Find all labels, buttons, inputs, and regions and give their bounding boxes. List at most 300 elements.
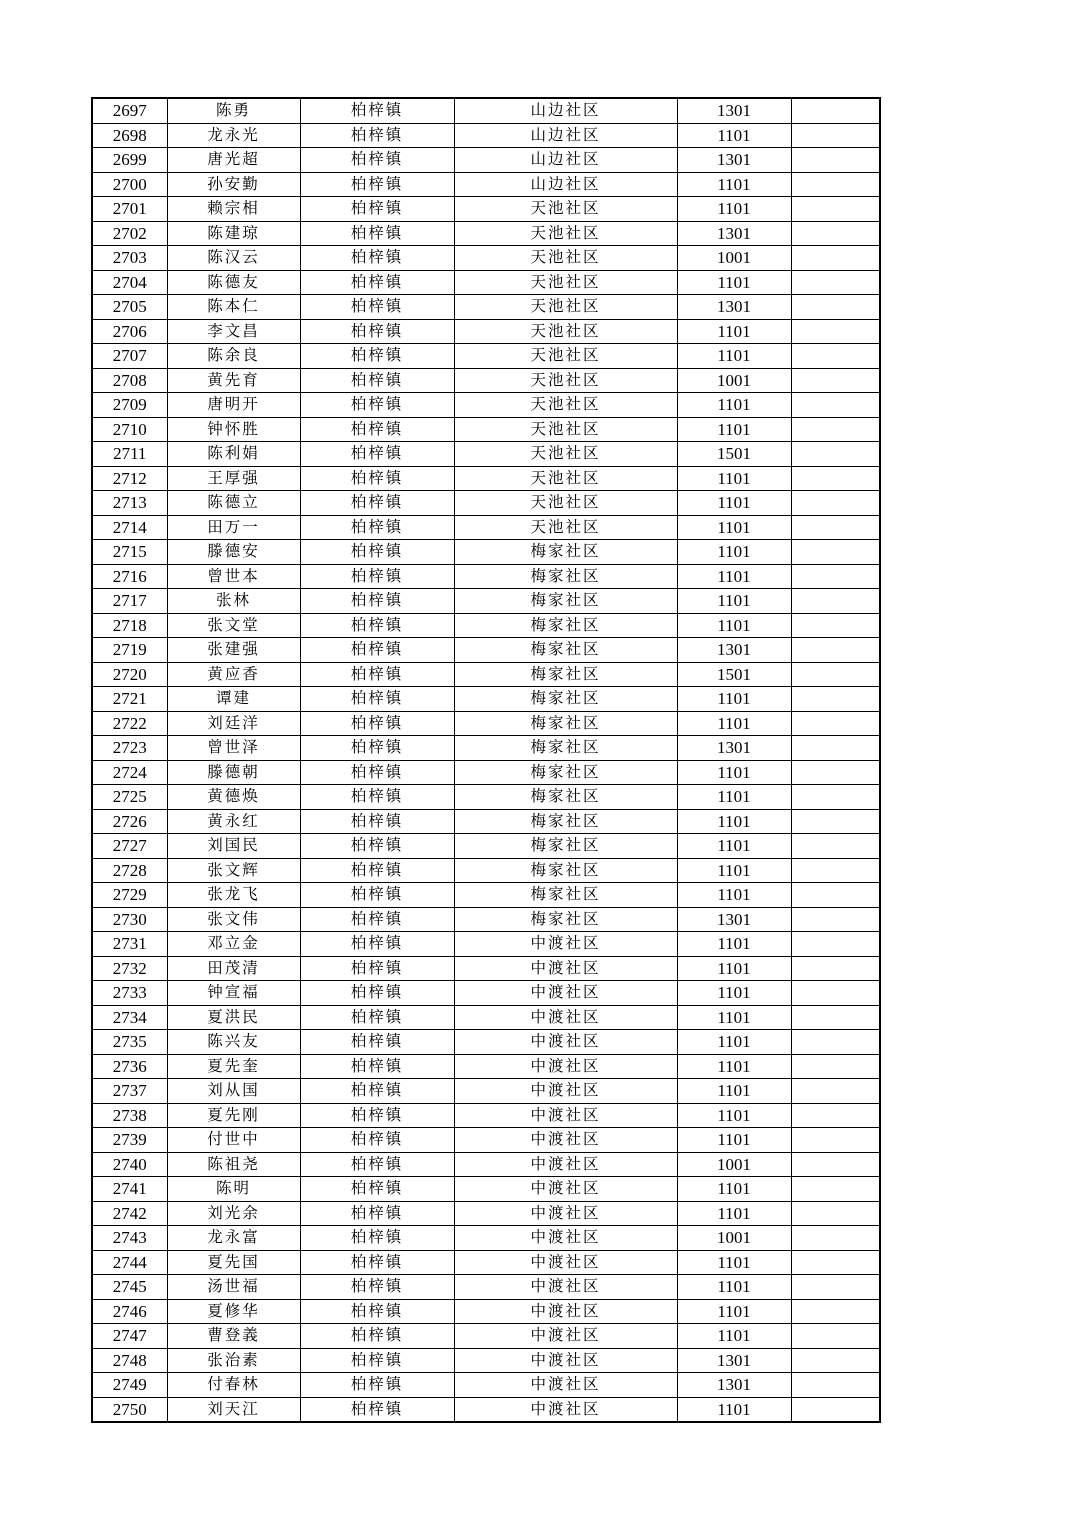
community-cell: 梅家社区 (454, 760, 677, 785)
table-row (92, 564, 880, 589)
table-row (92, 393, 880, 418)
community-cell: 天池社区 (454, 319, 677, 344)
community-cell: 中渡社区 (454, 956, 677, 981)
town-cell: 柏梓镇 (300, 246, 454, 271)
community-cell: 中渡社区 (454, 1250, 677, 1275)
row-number-cell: 2717 (92, 589, 167, 614)
blank-cell (791, 1054, 880, 1079)
code-cell: 1301 (677, 736, 791, 761)
row-number-cell: 2745 (92, 1275, 167, 1300)
code-cell: 1501 (677, 662, 791, 687)
name-cell: 陈余良 (167, 344, 300, 369)
blank-cell (791, 809, 880, 834)
name-cell: 李文昌 (167, 319, 300, 344)
town-cell: 柏梓镇 (300, 466, 454, 491)
code-cell: 1101 (677, 858, 791, 883)
row-number-cell: 2719 (92, 638, 167, 663)
blank-cell (791, 785, 880, 810)
blank-cell (791, 1030, 880, 1055)
table-row (92, 834, 880, 859)
community-cell: 梅家社区 (454, 858, 677, 883)
table-row (92, 417, 880, 442)
row-number-cell: 2750 (92, 1397, 167, 1422)
community-cell: 梅家社区 (454, 785, 677, 810)
community-cell: 天池社区 (454, 295, 677, 320)
blank-cell (791, 491, 880, 516)
name-cell: 唐明开 (167, 393, 300, 418)
community-cell: 天池社区 (454, 417, 677, 442)
name-cell: 陈祖尧 (167, 1152, 300, 1177)
code-cell: 1101 (677, 1324, 791, 1349)
code-cell: 1101 (677, 344, 791, 369)
blank-cell (791, 638, 880, 663)
name-cell: 龙永光 (167, 123, 300, 148)
code-cell: 1101 (677, 319, 791, 344)
table-row (92, 148, 880, 173)
community-cell: 中渡社区 (454, 1324, 677, 1349)
code-cell: 1101 (677, 883, 791, 908)
community-cell: 天池社区 (454, 197, 677, 222)
community-cell: 中渡社区 (454, 1373, 677, 1398)
table-row (92, 98, 880, 123)
blank-cell (791, 1299, 880, 1324)
town-cell: 柏梓镇 (300, 785, 454, 810)
town-cell: 柏梓镇 (300, 491, 454, 516)
code-cell: 1101 (677, 1054, 791, 1079)
town-cell: 柏梓镇 (300, 736, 454, 761)
blank-cell (791, 1373, 880, 1398)
code-cell: 1301 (677, 638, 791, 663)
table-row (92, 466, 880, 491)
town-cell: 柏梓镇 (300, 1030, 454, 1055)
code-cell: 1101 (677, 270, 791, 295)
town-cell: 柏梓镇 (300, 319, 454, 344)
code-cell: 1301 (677, 148, 791, 173)
name-cell: 龙永富 (167, 1226, 300, 1251)
name-cell: 夏先奎 (167, 1054, 300, 1079)
community-cell: 中渡社区 (454, 1103, 677, 1128)
code-cell: 1301 (677, 98, 791, 123)
blank-cell (791, 319, 880, 344)
code-cell: 1101 (677, 172, 791, 197)
code-cell: 1101 (677, 809, 791, 834)
row-number-cell: 2727 (92, 834, 167, 859)
blank-cell (791, 466, 880, 491)
code-cell: 1101 (677, 1128, 791, 1153)
blank-cell (791, 858, 880, 883)
row-number-cell: 2715 (92, 540, 167, 565)
table-row (92, 1103, 880, 1128)
row-number-cell: 2742 (92, 1201, 167, 1226)
name-cell: 陈德友 (167, 270, 300, 295)
row-number-cell: 2703 (92, 246, 167, 271)
blank-cell (791, 613, 880, 638)
community-cell: 天池社区 (454, 221, 677, 246)
code-cell: 1101 (677, 393, 791, 418)
community-cell: 中渡社区 (454, 1275, 677, 1300)
blank-cell (791, 834, 880, 859)
row-number-cell: 2697 (92, 98, 167, 123)
table-row (92, 1348, 880, 1373)
name-cell: 邓立金 (167, 932, 300, 957)
town-cell: 柏梓镇 (300, 442, 454, 467)
blank-cell (791, 687, 880, 712)
blank-cell (791, 1397, 880, 1422)
town-cell: 柏梓镇 (300, 809, 454, 834)
table-row (92, 1226, 880, 1251)
table-row (92, 270, 880, 295)
community-cell: 天池社区 (454, 270, 677, 295)
community-cell: 梅家社区 (454, 736, 677, 761)
name-cell: 滕德朝 (167, 760, 300, 785)
code-cell: 1301 (677, 295, 791, 320)
name-cell: 张林 (167, 589, 300, 614)
name-cell: 张文伟 (167, 907, 300, 932)
code-cell: 1101 (677, 1103, 791, 1128)
community-cell: 梅家社区 (454, 638, 677, 663)
table-row (92, 1373, 880, 1398)
name-cell: 黄应香 (167, 662, 300, 687)
blank-cell (791, 589, 880, 614)
town-cell: 柏梓镇 (300, 515, 454, 540)
blank-cell (791, 442, 880, 467)
community-cell: 中渡社区 (454, 1030, 677, 1055)
table-row (92, 736, 880, 761)
name-cell: 孙安勤 (167, 172, 300, 197)
town-cell: 柏梓镇 (300, 932, 454, 957)
name-cell: 刘廷洋 (167, 711, 300, 736)
row-number-cell: 2708 (92, 368, 167, 393)
town-cell: 柏梓镇 (300, 589, 454, 614)
community-cell: 梅家社区 (454, 662, 677, 687)
row-number-cell: 2704 (92, 270, 167, 295)
row-number-cell: 2726 (92, 809, 167, 834)
name-cell: 张文堂 (167, 613, 300, 638)
code-cell: 1101 (677, 417, 791, 442)
code-cell: 1101 (677, 1275, 791, 1300)
blank-cell (791, 344, 880, 369)
name-cell: 付春林 (167, 1373, 300, 1398)
name-cell: 张建强 (167, 638, 300, 663)
town-cell: 柏梓镇 (300, 711, 454, 736)
town-cell: 柏梓镇 (300, 295, 454, 320)
town-cell: 柏梓镇 (300, 564, 454, 589)
community-cell: 梅家社区 (454, 834, 677, 859)
code-cell: 1101 (677, 981, 791, 1006)
table-row (92, 1275, 880, 1300)
code-cell: 1101 (677, 1079, 791, 1104)
row-number-cell: 2740 (92, 1152, 167, 1177)
community-cell: 中渡社区 (454, 981, 677, 1006)
name-cell: 刘国民 (167, 834, 300, 859)
town-cell: 柏梓镇 (300, 1324, 454, 1349)
town-cell: 柏梓镇 (300, 613, 454, 638)
community-cell: 梅家社区 (454, 540, 677, 565)
blank-cell (791, 270, 880, 295)
row-number-cell: 2721 (92, 687, 167, 712)
table-row (92, 197, 880, 222)
community-cell: 天池社区 (454, 515, 677, 540)
community-cell: 天池社区 (454, 368, 677, 393)
name-cell: 刘光余 (167, 1201, 300, 1226)
name-cell: 陈明 (167, 1177, 300, 1202)
blank-cell (791, 417, 880, 442)
blank-cell (791, 221, 880, 246)
blank-cell (791, 956, 880, 981)
table-row (92, 246, 880, 271)
blank-cell (791, 907, 880, 932)
name-cell: 夏修华 (167, 1299, 300, 1324)
record-table (91, 97, 881, 1423)
name-cell: 陈勇 (167, 98, 300, 123)
row-number-cell: 2748 (92, 1348, 167, 1373)
town-cell: 柏梓镇 (300, 760, 454, 785)
code-cell: 1301 (677, 1373, 791, 1398)
town-cell: 柏梓镇 (300, 1226, 454, 1251)
name-cell: 钟宣福 (167, 981, 300, 1006)
blank-cell (791, 1005, 880, 1030)
row-number-cell: 2741 (92, 1177, 167, 1202)
row-number-cell: 2710 (92, 417, 167, 442)
name-cell: 曹登義 (167, 1324, 300, 1349)
town-cell: 柏梓镇 (300, 1005, 454, 1030)
town-cell: 柏梓镇 (300, 907, 454, 932)
name-cell: 滕德安 (167, 540, 300, 565)
row-number-cell: 2713 (92, 491, 167, 516)
town-cell: 柏梓镇 (300, 1250, 454, 1275)
town-cell: 柏梓镇 (300, 197, 454, 222)
town-cell: 柏梓镇 (300, 1397, 454, 1422)
table-row (92, 1299, 880, 1324)
community-cell: 梅家社区 (454, 809, 677, 834)
table-row (92, 711, 880, 736)
table-row (92, 515, 880, 540)
town-cell: 柏梓镇 (300, 1373, 454, 1398)
community-cell: 中渡社区 (454, 1348, 677, 1373)
blank-cell (791, 1152, 880, 1177)
code-cell: 1101 (677, 1177, 791, 1202)
name-cell: 张龙飞 (167, 883, 300, 908)
code-cell: 1001 (677, 368, 791, 393)
blank-cell (791, 883, 880, 908)
table-row (92, 932, 880, 957)
table-row (92, 1079, 880, 1104)
row-number-cell: 2736 (92, 1054, 167, 1079)
row-number-cell: 2724 (92, 760, 167, 785)
row-number-cell: 2725 (92, 785, 167, 810)
row-number-cell: 2701 (92, 197, 167, 222)
community-cell: 山边社区 (454, 148, 677, 173)
town-cell: 柏梓镇 (300, 687, 454, 712)
code-cell: 1101 (677, 466, 791, 491)
row-number-cell: 2720 (92, 662, 167, 687)
code-cell: 1101 (677, 515, 791, 540)
community-cell: 梅家社区 (454, 589, 677, 614)
community-cell: 天池社区 (454, 393, 677, 418)
name-cell: 陈建琼 (167, 221, 300, 246)
town-cell: 柏梓镇 (300, 148, 454, 173)
table-row (92, 662, 880, 687)
blank-cell (791, 1348, 880, 1373)
name-cell: 夏先国 (167, 1250, 300, 1275)
town-cell: 柏梓镇 (300, 1201, 454, 1226)
blank-cell (791, 295, 880, 320)
table-row (92, 1201, 880, 1226)
community-cell: 山边社区 (454, 98, 677, 123)
table-row (92, 981, 880, 1006)
community-cell: 中渡社区 (454, 1054, 677, 1079)
row-number-cell: 2702 (92, 221, 167, 246)
code-cell: 1101 (677, 540, 791, 565)
town-cell: 柏梓镇 (300, 858, 454, 883)
town-cell: 柏梓镇 (300, 834, 454, 859)
name-cell: 刘从国 (167, 1079, 300, 1104)
table-body (92, 98, 880, 1422)
blank-cell (791, 1324, 880, 1349)
table-row (92, 760, 880, 785)
name-cell: 曾世泽 (167, 736, 300, 761)
town-cell: 柏梓镇 (300, 1128, 454, 1153)
name-cell: 刘天江 (167, 1397, 300, 1422)
row-number-cell: 2743 (92, 1226, 167, 1251)
town-cell: 柏梓镇 (300, 1079, 454, 1104)
name-cell: 夏先刚 (167, 1103, 300, 1128)
name-cell: 夏洪民 (167, 1005, 300, 1030)
row-number-cell: 2747 (92, 1324, 167, 1349)
community-cell: 中渡社区 (454, 1226, 677, 1251)
code-cell: 1101 (677, 1201, 791, 1226)
name-cell: 陈本仁 (167, 295, 300, 320)
code-cell: 1101 (677, 564, 791, 589)
code-cell: 1001 (677, 1226, 791, 1251)
table-row (92, 638, 880, 663)
row-number-cell: 2709 (92, 393, 167, 418)
table-row (92, 295, 880, 320)
community-cell: 山边社区 (454, 123, 677, 148)
community-cell: 中渡社区 (454, 932, 677, 957)
code-cell: 1101 (677, 785, 791, 810)
town-cell: 柏梓镇 (300, 98, 454, 123)
town-cell: 柏梓镇 (300, 1103, 454, 1128)
town-cell: 柏梓镇 (300, 393, 454, 418)
town-cell: 柏梓镇 (300, 344, 454, 369)
table-row (92, 221, 880, 246)
name-cell: 谭建 (167, 687, 300, 712)
name-cell: 田茂清 (167, 956, 300, 981)
code-cell: 1101 (677, 491, 791, 516)
blank-cell (791, 368, 880, 393)
table-row (92, 1054, 880, 1079)
town-cell: 柏梓镇 (300, 1275, 454, 1300)
blank-cell (791, 1103, 880, 1128)
town-cell: 柏梓镇 (300, 1299, 454, 1324)
name-cell: 田万一 (167, 515, 300, 540)
code-cell: 1101 (677, 1397, 791, 1422)
row-number-cell: 2711 (92, 442, 167, 467)
blank-cell (791, 760, 880, 785)
town-cell: 柏梓镇 (300, 638, 454, 663)
code-cell: 1101 (677, 687, 791, 712)
blank-cell (791, 564, 880, 589)
town-cell: 柏梓镇 (300, 1054, 454, 1079)
community-cell: 中渡社区 (454, 1299, 677, 1324)
code-cell: 1501 (677, 442, 791, 467)
name-cell: 黄先育 (167, 368, 300, 393)
town-cell: 柏梓镇 (300, 956, 454, 981)
code-cell: 1101 (677, 1250, 791, 1275)
name-cell: 曾世本 (167, 564, 300, 589)
town-cell: 柏梓镇 (300, 221, 454, 246)
code-cell: 1001 (677, 1152, 791, 1177)
table-row (92, 1177, 880, 1202)
town-cell: 柏梓镇 (300, 981, 454, 1006)
row-number-cell: 2732 (92, 956, 167, 981)
table-row (92, 442, 880, 467)
community-cell: 梅家社区 (454, 883, 677, 908)
row-number-cell: 2698 (92, 123, 167, 148)
community-cell: 中渡社区 (454, 1152, 677, 1177)
community-cell: 中渡社区 (454, 1397, 677, 1422)
name-cell: 陈汉云 (167, 246, 300, 271)
community-cell: 中渡社区 (454, 1079, 677, 1104)
town-cell: 柏梓镇 (300, 172, 454, 197)
town-cell: 柏梓镇 (300, 417, 454, 442)
blank-cell (791, 172, 880, 197)
blank-cell (791, 393, 880, 418)
code-cell: 1101 (677, 711, 791, 736)
blank-cell (791, 540, 880, 565)
row-number-cell: 2730 (92, 907, 167, 932)
row-number-cell: 2707 (92, 344, 167, 369)
blank-cell (791, 123, 880, 148)
blank-cell (791, 981, 880, 1006)
code-cell: 1101 (677, 760, 791, 785)
name-cell: 钟怀胜 (167, 417, 300, 442)
row-number-cell: 2714 (92, 515, 167, 540)
town-cell: 柏梓镇 (300, 662, 454, 687)
blank-cell (791, 1128, 880, 1153)
table-row (92, 172, 880, 197)
table-row (92, 1250, 880, 1275)
name-cell: 王厚强 (167, 466, 300, 491)
name-cell: 赖宗相 (167, 197, 300, 222)
blank-cell (791, 711, 880, 736)
table-row (92, 1324, 880, 1349)
row-number-cell: 2744 (92, 1250, 167, 1275)
community-cell: 天池社区 (454, 246, 677, 271)
table-row (92, 613, 880, 638)
code-cell: 1101 (677, 834, 791, 859)
row-number-cell: 2729 (92, 883, 167, 908)
row-number-cell: 2700 (92, 172, 167, 197)
blank-cell (791, 197, 880, 222)
town-cell: 柏梓镇 (300, 540, 454, 565)
row-number-cell: 2735 (92, 1030, 167, 1055)
row-number-cell: 2746 (92, 1299, 167, 1324)
table-row (92, 319, 880, 344)
code-cell: 1101 (677, 589, 791, 614)
name-cell: 付世中 (167, 1128, 300, 1153)
blank-cell (791, 1275, 880, 1300)
blank-cell (791, 98, 880, 123)
name-cell: 陈利娟 (167, 442, 300, 467)
community-cell: 中渡社区 (454, 1005, 677, 1030)
row-number-cell: 2731 (92, 932, 167, 957)
town-cell: 柏梓镇 (300, 1152, 454, 1177)
blank-cell (791, 1177, 880, 1202)
table-row (92, 1005, 880, 1030)
town-cell: 柏梓镇 (300, 883, 454, 908)
